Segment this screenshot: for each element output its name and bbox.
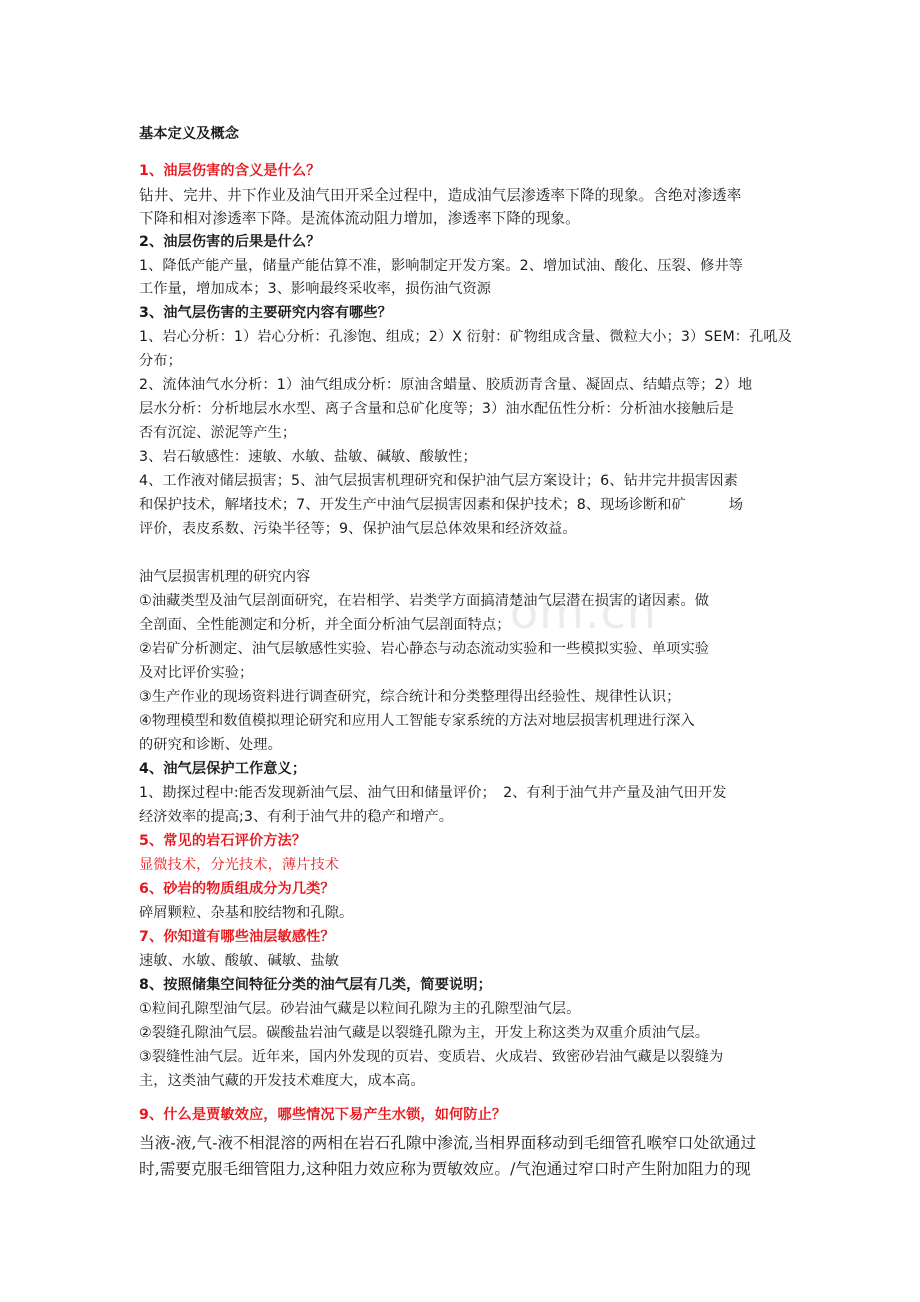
text-line: 和保护技术，解堵技术；7、开发生产中油气层损害因素和保护技术；8、现场诊断和矿 场 xyxy=(139,497,744,513)
text-line: 油气层损害机理的研究内容 xyxy=(139,569,311,585)
text-line: 1、岩心分析：1）岩心分析：孔渗饱、组成；2）X 衍射：矿物组成含量、微粒大小；3）SEM：孔吼及 xyxy=(139,329,792,345)
text-line: 显微技术，分光技术，薄片技术 xyxy=(139,857,340,873)
text-line: 及对比评价实验； xyxy=(139,665,254,681)
text-line: ②裂缝孔隙油气层。碳酸盐岩油气藏是以裂缝孔隙为主，开发上称这类为双重介质油气层。 xyxy=(139,1025,710,1041)
text-line: 下降和相对渗透率下降。是流体流动阻力增加，渗透率下降的现象。 xyxy=(139,210,580,227)
text-line: 基本定义及概念 xyxy=(139,126,240,142)
text-line: ③裂缝性油气层。近年来，国内外发现的页岩、变质岩、火成岩、致密砂岩油气藏是以裂缝为 xyxy=(139,1049,724,1065)
text-line: 4、工作液对储层损害；5、油气层损害机理研究和保护油气层方案设计；6、钻井完井损害因素 xyxy=(139,473,738,489)
text-line: 经济效率的提高;3、有利于油气井的稳产和增产。 xyxy=(139,809,454,825)
text-line: 2、油层伤害的后果是什么？ xyxy=(139,234,321,250)
text-line: 8、按照储集空间特征分类的油气层有几类，简要说明； xyxy=(139,977,492,993)
text-line: 碎屑颗粒、杂基和胶结物和孔隙。 xyxy=(139,905,354,921)
text-line: ②岩矿分析测定、油气层敏感性实验、岩心静态与动态流动实验和一些模拟实验、单项实验 xyxy=(139,641,710,657)
text-line: 否有沉淀、淤泥等产生； xyxy=(139,425,297,441)
text-line: 当液-液,气-液不相混溶的两相在岩石孔隙中渗流,当相界面移动到毛细管孔喉窄口处欲通过 xyxy=(139,1134,757,1152)
text-line: 1、油层伤害的含义是什么？ xyxy=(139,163,321,179)
text-line: ①粒间孔隙型油气层。砂岩油气藏是以粒间孔隙为主的孔隙型油气层。 xyxy=(139,1001,581,1017)
text-line: 时,需要克服毛细管阻力,这种阻力效应称为贾敏效应。/气泡通过窄口时产生附加阻力的现 xyxy=(139,1160,751,1178)
text-line: 工作量，增加成本；3、影响最终采收率，损伤油气资源 xyxy=(139,281,492,297)
text-line: 1、降低产能产量，储量产能估算不准，影响制定开发方案。2、增加试油、酸化、压裂、修井等 xyxy=(139,258,744,274)
text-line: ①油藏类型及油气层剖面研究，在岩相学、岩类学方面搞清楚油气层潜在损害的诸因素。做 xyxy=(139,593,710,609)
text-line: 速敏、水敏、酸敏、碱敏、盐敏 xyxy=(139,953,340,969)
text-line: 的研究和诊断、处理。 xyxy=(139,737,282,753)
text-line: ④物理模型和数值模拟理论研究和应用人工智能专家系统的方法对地层损害机理进行深入 xyxy=(139,713,695,729)
text-line: 全剖面、全性能测定和分析，并全面分析油气层剖面特点； xyxy=(139,617,511,633)
text-line: 层水分析：分析地层水水型、离子含量和总矿化度等；3）油水配伍性分析：分析油水接触后是 xyxy=(139,401,734,417)
text-line: 主，这类油气藏的开发技术难度大，成本高。 xyxy=(139,1073,425,1089)
text-line: 9、什么是贾敏效应，哪些情况下易产生水锁，如何防止？ xyxy=(139,1107,507,1123)
text-line: 分布； xyxy=(139,353,182,369)
text-line: 2、流体油气水分析：1）油气组成分析：原油含蜡量、胶质沥青含量、凝固点、结蜡点等；2）地 xyxy=(139,377,753,393)
watermark-text: om.cn xyxy=(510,585,658,639)
text-line: 6、砂岩的物质组成分为几类？ xyxy=(139,881,335,897)
text-line: ③生产作业的现场资料进行调查研究，综合统计和分类整理得出经验性、规律性认识； xyxy=(139,689,681,705)
text-line: 3、油气层伤害的主要研究内容有哪些？ xyxy=(139,305,392,321)
text-line: 钻井、完井、井下作业及油气田开采全过程中，造成油气层渗透率下降的现象。含绝对渗透率 xyxy=(139,187,742,204)
text-line: 1、勘探过程中:能否发现新油气层、油气田和储量评价； 2、有利于油气井产量及油气田开发 xyxy=(139,785,727,801)
text-line: 评价，表皮系数、污染半径等；9、保护油气层总体效果和经济效益。 xyxy=(139,521,577,537)
text-line: 7、你知道有哪些油层敏感性？ xyxy=(139,929,335,945)
text-line: 3、岩石敏感性：速敏、水敏、盐敏、碱敏、酸敏性； xyxy=(139,449,477,465)
text-line: 4、油气层保护工作意义； xyxy=(139,761,307,777)
text-line: 5、常见的岩石评价方法？ xyxy=(139,833,307,849)
